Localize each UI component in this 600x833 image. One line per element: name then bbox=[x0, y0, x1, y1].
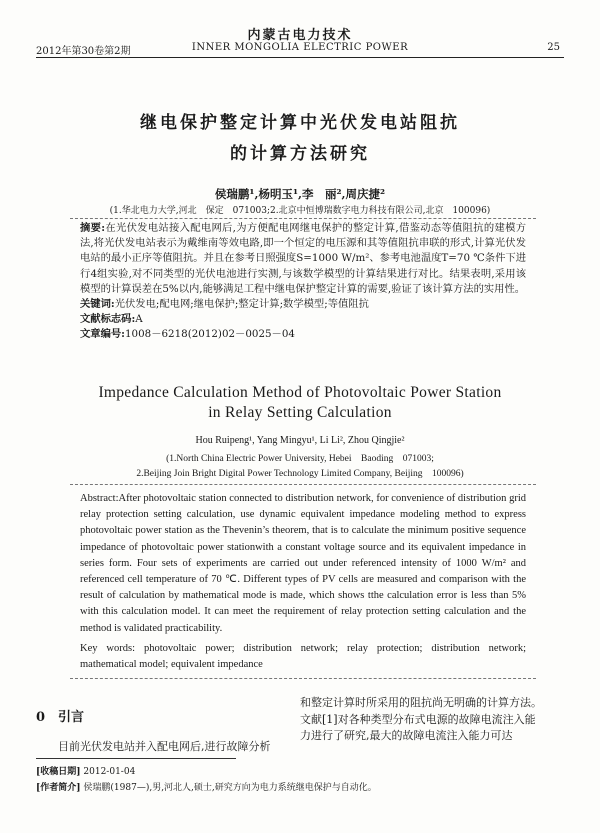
authors-en: Hou Ruipeng¹, Yang Mingyu¹, Li Li², Zhou Qingjie² bbox=[195, 435, 405, 446]
title-cn-line2: 的计算方法研究 bbox=[230, 144, 370, 164]
abstract-en-bottom-rule bbox=[70, 678, 536, 679]
footnote-divider bbox=[36, 758, 236, 759]
received-date: 2012-01-04 bbox=[83, 767, 136, 777]
abstract-en-label: Abstract: bbox=[80, 493, 119, 504]
author-bio: 侯瑞鹏(1987—),男,河北人,硕士,研究方向为电力系统继电保护与自动化。 bbox=[83, 783, 377, 793]
section-heading-intro: 0 引言 bbox=[36, 710, 85, 725]
title-cn-line1: 继电保护整定计算中光伏发电站阻抗 bbox=[140, 113, 460, 133]
keywords-cn-label: 关键词: bbox=[80, 298, 115, 311]
authors-cn: 侯瑞鹏¹,杨明玉¹,李 丽²,周庆捷² bbox=[214, 187, 386, 201]
keywords-en-text: photovoltaic power; distribution network; relay protection; distribution network; mathematical model; equivalent impedance bbox=[80, 643, 527, 671]
abstract-en-top-rule bbox=[70, 484, 536, 485]
journal-title-en: INNER MONGOLIA ELECTRIC POWER bbox=[191, 42, 409, 53]
keywords-cn-text: 光伏发电;配电网;继电保护;整定计算;数学模型;等值阻抗 bbox=[114, 298, 369, 311]
footnote-received bbox=[36, 764, 135, 777]
received-label: [收稿日期] bbox=[36, 767, 81, 777]
footnote-author bbox=[36, 780, 377, 793]
abstract-cn bbox=[80, 221, 526, 343]
abstract-cn-top-rule bbox=[70, 218, 536, 219]
intro-left-paragraph: 目前光伏发电站并入配电网后,进行故障分析 bbox=[58, 740, 271, 753]
keywords-cn bbox=[80, 297, 526, 312]
header-divider bbox=[36, 57, 564, 58]
title-en-line2: in Relay Setting Calculation bbox=[208, 404, 392, 421]
journal-title-cn: 内蒙古电力技术 bbox=[247, 28, 353, 43]
abstract-cn-text: 在光伏发电站接入配电网后,为方便配电网继电保护的整定计算,借鉴动态等值阻抗的建模方法,将光伏发电站表示为戴维南等效电路,即一个恒定的电压源和其等值阻抗串联的形式,计算光伏发电站的最小正序等值阻抗。并且在参考日照强度S=1000 W/m²、参考电池温度T=70 ℃条件下进行4组实验,对不同类型的光伏电池进行实测,与该数学模型的计算结果进行对比。结果表明,采用该模型的计算误差在5%以内,能够满足工程中继电保护整定计算的需要,验证了该计算方法的实用性。 bbox=[80, 222, 526, 295]
issue-info: 2012年第30卷第2期 bbox=[36, 46, 131, 57]
intro-right-line: 文献[1]对各种类型分布式电源的故障电流注入能 bbox=[300, 712, 536, 726]
article-number-value: 1008－6218(2012)02－0025－04 bbox=[125, 328, 295, 341]
title-en-line1: Impedance Calculation Method of Photovoltaic Power Station bbox=[98, 384, 502, 401]
author-bio-label: [作者简介] bbox=[36, 783, 81, 793]
article-number-label: 文章编号: bbox=[80, 328, 125, 341]
affiliation-cn: (1.华北电力大学,河北 保定 071003;2.北京中恒博瑞数字电力科技有限公司,北京 100096) bbox=[109, 206, 491, 216]
page-number: 25 bbox=[547, 42, 560, 53]
intro-right-line: 力进行了研究,最大的故障电流注入能力可达 bbox=[300, 729, 513, 742]
intro-right-paragraph bbox=[300, 695, 562, 745]
article-number bbox=[80, 327, 526, 342]
intro-right-line: 和整定计算时所采用的阻抗尚无明确的计算方法。 bbox=[300, 696, 542, 709]
affiliation-en-line1: (1.North China Electric Power University, Hebei Baoding 071003; bbox=[166, 454, 434, 464]
doc-code bbox=[80, 312, 526, 327]
keywords-en-label: Key words: bbox=[80, 643, 135, 654]
affiliation-en-line2: 2.Beijing Join Bright Digital Power Technology Limited Company, Beijing 100096) bbox=[136, 469, 464, 479]
abstract-cn-label: 摘要: bbox=[80, 222, 106, 234]
abstract-en-text: After photovoltaic station connected to distribution network, for convenience of distribution grid relay protection setting calculation, use dynamic equivalent impedance modeling method to express photovoltaic power station as the Thevenin’s theorem, that is to calculate the minimum positive sequence impedance of photovoltaic power stationwith a constant voltage source and its equivalent impedance in series form. Four sets of experiments are carried out under referenced intensity of 1000 W/m² and referenced cell temperature of 70 ℃. Different types of PV cells are measured and comparison with the result of calculation by mathematical mode is made, which shows tthe calculation error is less than 5% with this calculation model. It can meet the requirement of relay protection setting calculation and the method is validated practicability. bbox=[80, 493, 526, 634]
doc-code-label: 文献标志码: bbox=[80, 313, 136, 326]
keywords-en bbox=[80, 641, 526, 673]
abstract-en bbox=[80, 491, 526, 637]
doc-code-value: A bbox=[135, 313, 143, 326]
